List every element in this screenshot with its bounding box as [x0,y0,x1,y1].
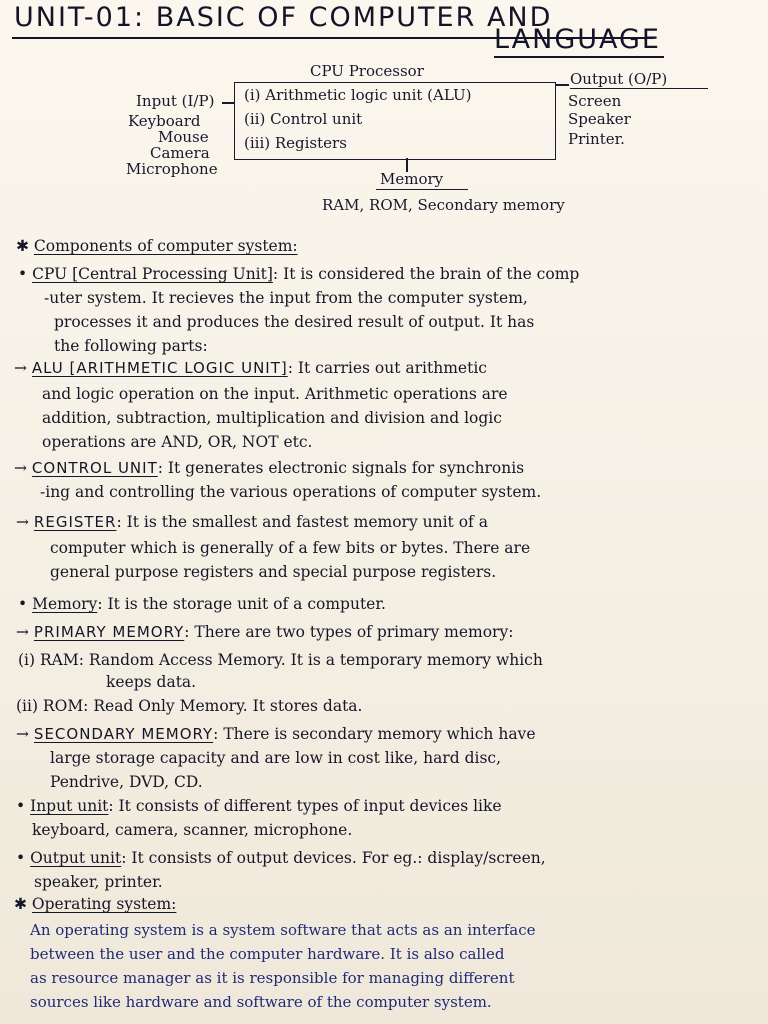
components-heading [16,234,298,258]
alu-text-1: : It carries out arithmetic [287,359,487,377]
page-title-line-1: UNIT-01: BASIC OF COMPUTER AND [14,2,553,33]
os-heading-text: Operating system: [31,895,177,913]
ram-term: (i) RAM: [18,651,84,669]
output-unit-line-1 [16,846,546,870]
output-label: Output (O/P) [570,70,668,88]
cpu-text-1: : It is considered the brain of the comp [272,265,580,283]
register-line-2: computer which is generally of a few bits or bytes. There are [50,539,531,557]
ram-text-1: Random Access Memory. It is a temporary memory which [83,651,543,669]
memory-label-underline [376,189,468,190]
primary-memory-text: : There are two types of primary memory: [184,623,514,641]
input-connector [222,102,234,104]
cpu-line-3: processes it and produces the desired result of output. It has [54,313,535,331]
input-unit-line-2: keyboard, camera, scanner, microphone. [32,821,353,839]
page-title-line-2: LANGUAGE [494,24,661,55]
alu-line-3: addition, subtraction, multiplication and division and logic [42,409,502,427]
input-label: Input (I/P) [136,92,215,110]
output-label-underline [570,88,708,89]
components-heading-text: Components of computer system: [33,237,298,255]
os-line-4: sources like hardware and software of the computer system. [30,993,492,1011]
arrow-icon: → [16,513,34,531]
input-item-keyboard: Keyboard [128,112,201,130]
memory-label: Memory [380,170,444,188]
input-item-microphone: Microphone [126,160,218,178]
bullet: • [16,849,31,867]
input-item-camera: Camera [150,144,210,162]
output-item-printer: Printer. [568,130,625,148]
os-line-3: as resource manager as it is responsible for managing different [30,969,515,987]
secondary-memory-line-3: Pendrive, DVD, CD. [50,773,203,791]
os-heading [14,892,176,916]
arrow-icon: → [14,459,32,477]
primary-memory-line [16,620,513,644]
input-unit-term: Input unit [30,797,109,815]
output-unit-text-1: : It consists of output devices. For eg.: display/screen, [121,849,546,867]
memory-term: Memory [32,595,98,613]
cpu-line-1 [18,262,579,286]
control-unit-line-2: -ing and controlling the various operations of computer system. [40,483,542,501]
output-unit-term: Output unit [30,849,122,867]
secondary-memory-text-1: : There is secondary memory which have [213,725,536,743]
primary-memory-term: PRIMARY MEMORY [33,623,185,641]
star-bullet: ✱ [14,895,32,913]
register-text-1: : It is the smallest and fastest memory unit of a [116,513,488,531]
cpu-item-alu: (i) Arithmetic logic unit (ALU) [244,86,472,104]
arrow-icon: → [16,623,34,641]
rom-line [16,694,362,718]
os-line-2: between the user and the computer hardware. It is also called [30,945,505,963]
cpu-label: CPU Processor [310,62,424,80]
rom-term: (ii) ROM: [16,697,89,715]
register-line-1 [16,510,488,534]
cpu-item-registers: (iii) Registers [244,134,347,152]
arrow-icon: → [14,359,32,377]
cpu-item-control-unit: (ii) Control unit [244,110,363,128]
rom-text: Read Only Memory. It stores data. [88,697,363,715]
alu-line-1 [14,356,487,380]
input-unit-text-1: : It consists of different types of input devices like [108,797,502,815]
secondary-memory-term: SECONDARY MEMORY [33,725,214,743]
bullet: • [16,797,31,815]
output-item-speaker: Speaker [568,110,631,128]
memory-text: : It is the storage unit of a computer. [97,595,386,613]
register-term: REGISTER [33,513,117,531]
ram-line-1 [18,648,543,672]
cpu-term: CPU [Central Processing Unit] [32,265,273,283]
memory-items: RAM, ROM, Secondary memory [322,196,565,214]
cpu-line-4: the following parts: [54,337,208,355]
input-item-mouse: Mouse [158,128,209,146]
alu-line-2: and logic operation on the input. Arithmetic operations are [42,385,508,403]
memory-line [18,592,386,616]
os-line-1: An operating system is a system software that acts as an interface [30,921,536,939]
output-item-screen: Screen [568,92,622,110]
control-unit-text-1: : It generates electronic signals for synchronis [157,459,525,477]
secondary-memory-line-2: large storage capacity and are low in cost like, hard disc, [50,749,502,767]
bullet: • [18,595,33,613]
title-underline-2 [494,56,664,58]
control-unit-term: CONTROL UNIT [31,459,158,477]
star-bullet: ✱ [16,237,34,255]
output-connector [555,84,569,86]
alu-term: ALU [ARITHMETIC LOGIC UNIT] [31,359,288,377]
arrow-icon: → [16,725,34,743]
register-line-3: general purpose registers and special purpose registers. [50,563,497,581]
ram-line-2: keeps data. [106,673,197,691]
bullet: • [18,265,33,283]
input-unit-line-1 [16,794,502,818]
cpu-line-2: -uter system. It recieves the input from the computer system, [44,289,528,307]
alu-line-4: operations are AND, OR, NOT etc. [42,433,313,451]
secondary-memory-line-1 [16,722,536,746]
output-unit-line-2: speaker, printer. [34,873,163,891]
control-unit-line-1 [14,456,524,480]
